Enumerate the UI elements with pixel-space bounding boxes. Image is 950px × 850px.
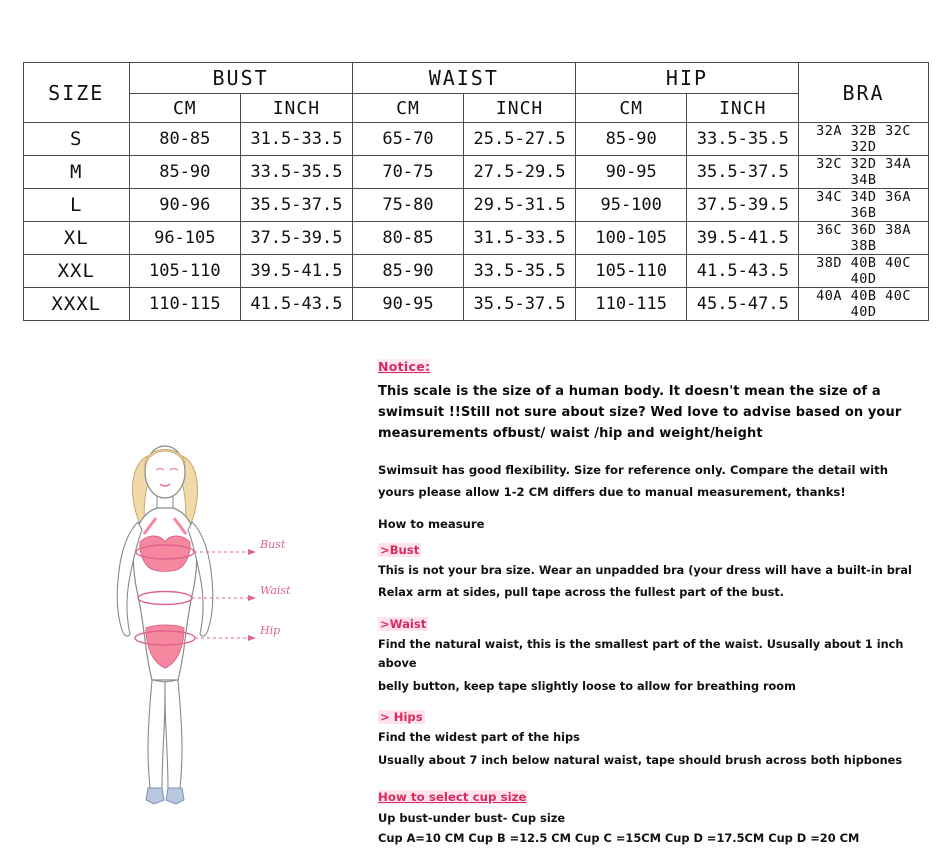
cell-waist-inch: 29.5-31.5 <box>464 189 576 222</box>
table-row <box>24 288 929 321</box>
cell-bust-cm: 90-96 <box>129 189 241 222</box>
notice-heading: Notice: <box>378 359 431 374</box>
cell-hip-cm: 105-110 <box>575 255 687 288</box>
cell-bust-cm: 96-105 <box>129 222 241 255</box>
callout-hip-label: Hip <box>260 624 281 637</box>
how-to-measure-title: How to measure <box>378 517 485 532</box>
cell-bust-inch: 31.5-33.5 <box>241 123 353 156</box>
cell-waist-inch: 27.5-29.5 <box>464 156 576 189</box>
measure-waist-line-2: belly button, keep tape slightly loose to allow for breathing room <box>378 679 796 693</box>
cell-bust-inch: 39.5-41.5 <box>241 255 353 288</box>
body-measurement-illustration <box>90 410 380 810</box>
cell-size: XXL <box>24 255 130 288</box>
table-row <box>24 189 929 222</box>
cell-size: XL <box>24 222 130 255</box>
measurement-guide-section <box>0 340 950 850</box>
cell-size: L <box>24 189 130 222</box>
measure-waist-tag: >Waist <box>380 616 427 631</box>
callout-waist-label: Waist <box>260 584 291 597</box>
table-row <box>24 255 929 288</box>
cell-hip-cm: 85-90 <box>575 123 687 156</box>
column-header-size: SIZE <box>24 63 130 123</box>
cell-hip-inch: 41.5-43.5 <box>687 255 799 288</box>
measure-hips-tag: > Hips <box>380 710 423 725</box>
cell-waist-inch: 35.5-37.5 <box>464 288 576 321</box>
table-row <box>24 156 929 189</box>
cell-waist-cm: 75-80 <box>352 189 464 222</box>
column-header-bust: BUST <box>129 63 352 94</box>
measure-hips-line-2: Usually about 7 inch below natural waist, tape should brush across both hipbones <box>378 753 903 767</box>
column-header-bust-inch: INCH <box>241 94 353 123</box>
notice-main-text: This scale is the size of a human body. It doesn't mean the size of a swimsuit !!Still not sure about size? Wed love to advise based on your measurements ofbust/ waist /hip and weight/height <box>378 384 902 442</box>
cell-hip-inch: 45.5-47.5 <box>687 288 799 321</box>
notice-flexibility-text: Swimsuit has good flexibility. Size for reference only. Compare the detail with yours please allow 1-2 CM differs due to manual measurement, thanks! <box>378 463 888 499</box>
cell-waist-inch: 31.5-33.5 <box>464 222 576 255</box>
cell-waist-inch: 25.5-27.5 <box>464 123 576 156</box>
table-row <box>24 222 929 255</box>
cell-size: M <box>24 156 130 189</box>
cell-bust-cm: 110-115 <box>129 288 241 321</box>
cell-bra: 32C 32D 34A 34B <box>799 156 929 189</box>
table-row <box>24 123 929 156</box>
cup-size-line-1: Up bust-under bust- Cup size <box>378 810 566 825</box>
cell-bust-inch: 37.5-39.5 <box>241 222 353 255</box>
cell-bra: 40A 40B 40C 40D <box>799 288 929 321</box>
cell-hip-inch: 39.5-41.5 <box>687 222 799 255</box>
cell-hip-cm: 95-100 <box>575 189 687 222</box>
table-header-row-units <box>24 94 929 123</box>
column-header-hip-inch: INCH <box>687 94 799 123</box>
cell-bust-cm: 105-110 <box>129 255 241 288</box>
size-chart-table-container <box>23 62 929 321</box>
cell-hip-inch: 35.5-37.5 <box>687 156 799 189</box>
column-header-hip-cm: CM <box>575 94 687 123</box>
table-header-row-groups <box>24 63 929 94</box>
measure-bust-line-2: Relax arm at sides, pull tape across the fullest part of the bust. <box>378 586 785 600</box>
cell-bust-cm: 80-85 <box>129 123 241 156</box>
cell-waist-cm: 70-75 <box>352 156 464 189</box>
measure-waist-line-1: Find the natural waist, this is the smallest part of the waist. Ususally about 1 inch above <box>378 637 904 671</box>
cell-hip-cm: 90-95 <box>575 156 687 189</box>
spacer <box>378 699 926 706</box>
column-header-waist-cm: CM <box>352 94 464 123</box>
cell-waist-cm: 80-85 <box>352 222 464 255</box>
callout-bust-label: Bust <box>260 538 286 551</box>
cell-hip-cm: 110-115 <box>575 288 687 321</box>
cell-hip-cm: 100-105 <box>575 222 687 255</box>
column-header-bust-cm: CM <box>129 94 241 123</box>
spacer <box>378 773 926 786</box>
cell-hip-inch: 37.5-39.5 <box>687 189 799 222</box>
measure-bust-tag: >Bust <box>380 543 420 558</box>
guide-text-column <box>378 356 926 849</box>
cell-bra: 34C 34D 36A 36B <box>799 189 929 222</box>
cell-waist-cm: 65-70 <box>352 123 464 156</box>
spacer <box>378 606 926 613</box>
column-header-hip: HIP <box>575 63 798 94</box>
cell-bra: 38D 40B 40C 40D <box>799 255 929 288</box>
cell-bust-inch: 41.5-43.5 <box>241 288 353 321</box>
cup-size-line-2: Cup A=10 CM Cup B =12.5 CM Cup C =15CM Cup D =17.5CM Cup D =20 CM <box>378 830 860 845</box>
cell-bra: 36C 36D 38A 38B <box>799 222 929 255</box>
cell-bra: 32A 32B 32C 32D <box>799 123 929 156</box>
cell-waist-cm: 90-95 <box>352 288 464 321</box>
column-header-waist: WAIST <box>352 63 575 94</box>
cell-size: XXXL <box>24 288 130 321</box>
cell-bust-cm: 85-90 <box>129 156 241 189</box>
cell-bust-inch: 35.5-37.5 <box>241 189 353 222</box>
size-chart-table <box>23 62 929 321</box>
cell-waist-inch: 33.5-35.5 <box>464 255 576 288</box>
measure-hips-line-1: Find the widest part of the hips <box>378 731 580 745</box>
cell-bust-inch: 33.5-35.5 <box>241 156 353 189</box>
column-header-waist-inch: INCH <box>464 94 576 123</box>
cell-hip-inch: 33.5-35.5 <box>687 123 799 156</box>
cup-size-title: How to select cup size <box>378 789 527 804</box>
measure-bust-line-1: This is not your bra size. Wear an unpadded bra (your dress will have a built-in bral <box>378 564 912 578</box>
female-figure-svg <box>90 410 380 810</box>
column-header-bra: BRA <box>799 63 929 123</box>
cell-waist-cm: 85-90 <box>352 255 464 288</box>
cell-size: S <box>24 123 130 156</box>
